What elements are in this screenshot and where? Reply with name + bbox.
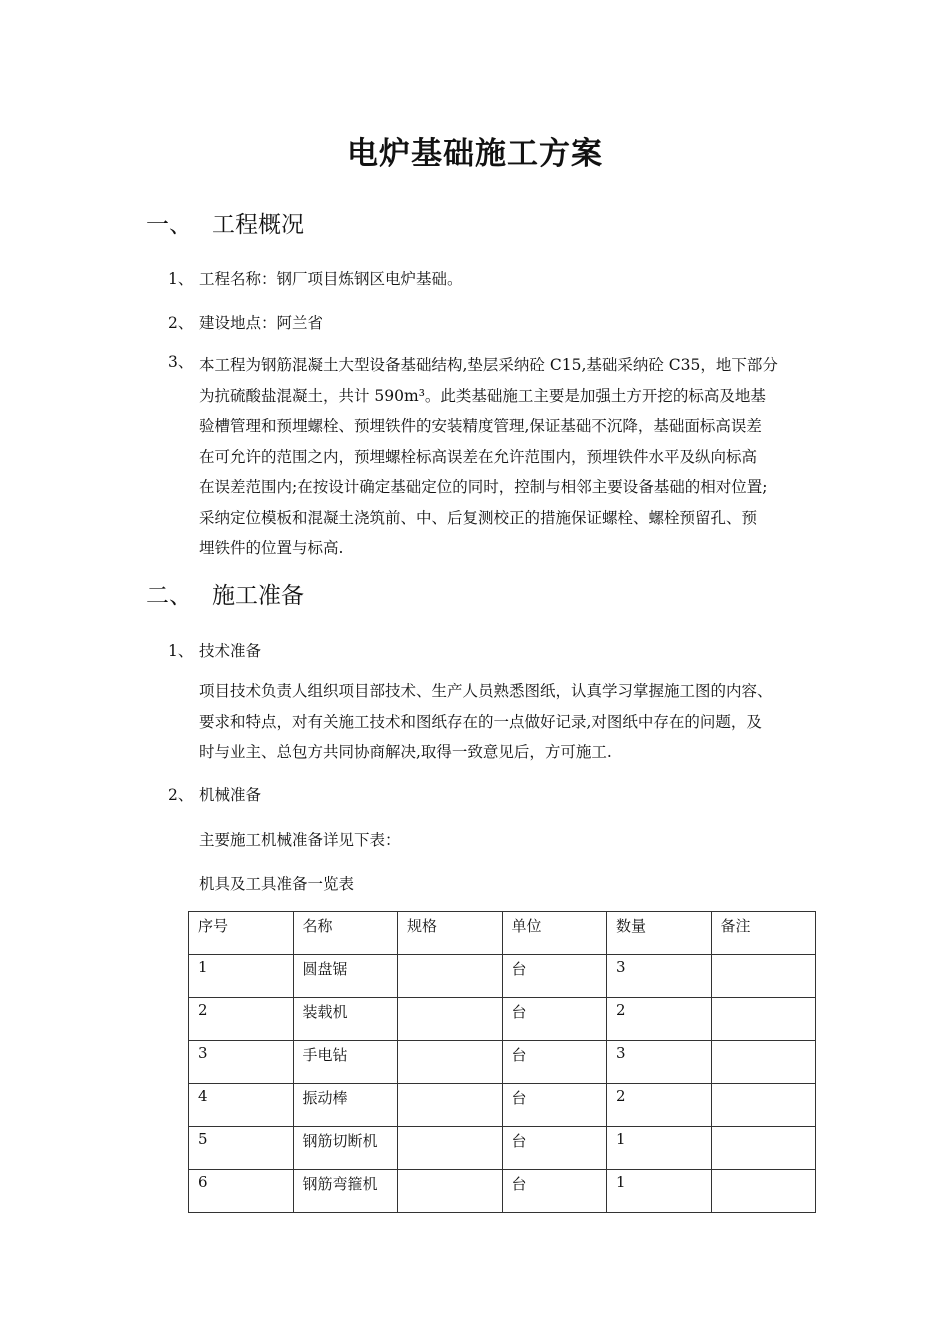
- subsection-label: 机械准备: [199, 786, 262, 804]
- table-cell: 2: [607, 998, 712, 1041]
- table-cell: [711, 1170, 816, 1213]
- section-title: 施工准备: [212, 583, 304, 609]
- list-item-project-name: [168, 267, 463, 289]
- table-cell: 装载机: [293, 998, 398, 1041]
- table-cell: 5: [189, 1127, 294, 1170]
- item-number: 1、: [168, 642, 194, 660]
- table-cell: [711, 1127, 816, 1170]
- table-cell: 3: [607, 955, 712, 998]
- table-cell: [711, 955, 816, 998]
- project-description-paragraph: [199, 350, 819, 564]
- paragraph-line: 本工程为钢筋混凝土大型设备基础结构,垫层采纳砼 C15,基础采纳砼 C35，地下部分: [199, 356, 778, 374]
- item-number: 2、: [168, 786, 194, 804]
- paragraph-line: 要求和特点，对有关施工技术和图纸存在的一点做好记录,对图纸中存在的问题，及: [199, 712, 762, 731]
- table-caption: 机具及工具准备一览表: [199, 875, 355, 893]
- machinery-intro: 主要施工机械准备详见下表：: [199, 831, 401, 849]
- paragraph-line: 采纳定位模板和混凝土浇筑前、中、后复测校正的措施保证螺栓、螺栓预留孔、预: [199, 508, 758, 527]
- table-cell: [711, 1084, 816, 1127]
- table-cell: [398, 1127, 503, 1170]
- table-cell: 钢筋切断机: [293, 1127, 398, 1170]
- paragraph-line: 时与业主、总包方共同协商解决,取得一致意见后，方可施工.: [199, 743, 612, 761]
- subsection-technical: [168, 639, 261, 661]
- table-cell: [711, 1041, 816, 1084]
- table-cell: [398, 1084, 503, 1127]
- header-cell: 规格: [398, 912, 503, 955]
- item-number: 2、: [168, 314, 194, 332]
- table-cell: 台: [502, 1084, 607, 1127]
- table-cell: 手电钻: [293, 1041, 398, 1084]
- document-title: 电炉基础施工方案: [347, 136, 603, 172]
- table-cell: 钢筋弯箍机: [293, 1170, 398, 1213]
- table-row: [189, 1170, 816, 1213]
- section-number: 一、: [146, 212, 192, 238]
- table-cell: 6: [189, 1170, 294, 1213]
- table-row: [189, 1127, 816, 1170]
- table-header-row: [189, 912, 816, 955]
- header-cell: 数量: [607, 912, 712, 955]
- header-cell: 名称: [293, 912, 398, 955]
- paragraph-line: 项目技术负责人组织项目部技术、生产人员熟悉图纸，认真学习掌握施工图的内容、: [199, 682, 773, 700]
- table-cell: [398, 1041, 503, 1084]
- list-item-location: [168, 311, 323, 333]
- table-cell: [711, 998, 816, 1041]
- header-cell: 序号: [189, 912, 294, 955]
- table-cell: 台: [502, 998, 607, 1041]
- table-cell: [398, 955, 503, 998]
- table-cell: 台: [502, 955, 607, 998]
- paragraph-line: 埋铁件的位置与标高.: [199, 539, 344, 557]
- item-number: 1、: [168, 270, 194, 288]
- item-text: 建设地点：阿兰省: [199, 314, 324, 332]
- table-row: [189, 1041, 816, 1084]
- table-cell: 台: [502, 1127, 607, 1170]
- table-cell: 台: [502, 1170, 607, 1213]
- table-row: [189, 1084, 816, 1127]
- table-cell: 台: [502, 1041, 607, 1084]
- table-row: [189, 998, 816, 1041]
- table-row: [189, 955, 816, 998]
- table-cell: 3: [189, 1041, 294, 1084]
- paragraph-line: 在可允许的范围之内，预埋螺栓标高误差在允许范围内，预埋铁件水平及纵向标高: [199, 447, 758, 466]
- table-cell: [398, 998, 503, 1041]
- table-cell: 振动棒: [293, 1084, 398, 1127]
- table-cell: 4: [189, 1084, 294, 1127]
- table-cell: 2: [607, 1084, 712, 1127]
- table-cell: 1: [607, 1170, 712, 1213]
- header-cell: 单位: [502, 912, 607, 955]
- section-title: 工程概况: [212, 212, 304, 238]
- item-text: 工程名称：钢厂项目炼钢区电炉基础。: [199, 270, 463, 288]
- table-cell: 1: [607, 1127, 712, 1170]
- paragraph-line: 在误差范围内;在按设计确定基础定位的同时，控制与相邻主要设备基础的相对位置;: [199, 478, 768, 496]
- technical-paragraph: [199, 676, 819, 768]
- header-cell: 备注: [711, 912, 816, 955]
- table-cell: 圆盘锯: [293, 955, 398, 998]
- section-heading-overview: [146, 206, 304, 239]
- section-heading-preparation: [146, 577, 304, 610]
- section-number: 二、: [146, 583, 192, 609]
- table-cell: 1: [189, 955, 294, 998]
- equipment-table: [188, 911, 816, 1213]
- table-cell: 3: [607, 1041, 712, 1084]
- subsection-machinery: [168, 783, 261, 805]
- paragraph-line: 验槽管理和预埋螺栓、预埋铁件的安装精度管理,保证基础不沉降，基础面标高误差: [199, 417, 762, 435]
- table-cell: [398, 1170, 503, 1213]
- subsection-label: 技术准备: [199, 642, 262, 660]
- list-item-number-3: [168, 350, 199, 372]
- table-cell: 2: [189, 998, 294, 1041]
- paragraph-line: 为抗硫酸盐混凝土，共计 590m³。此类基础施工主要是加强土方开挖的标高及地基: [199, 386, 766, 405]
- item-number: 3、: [168, 353, 194, 371]
